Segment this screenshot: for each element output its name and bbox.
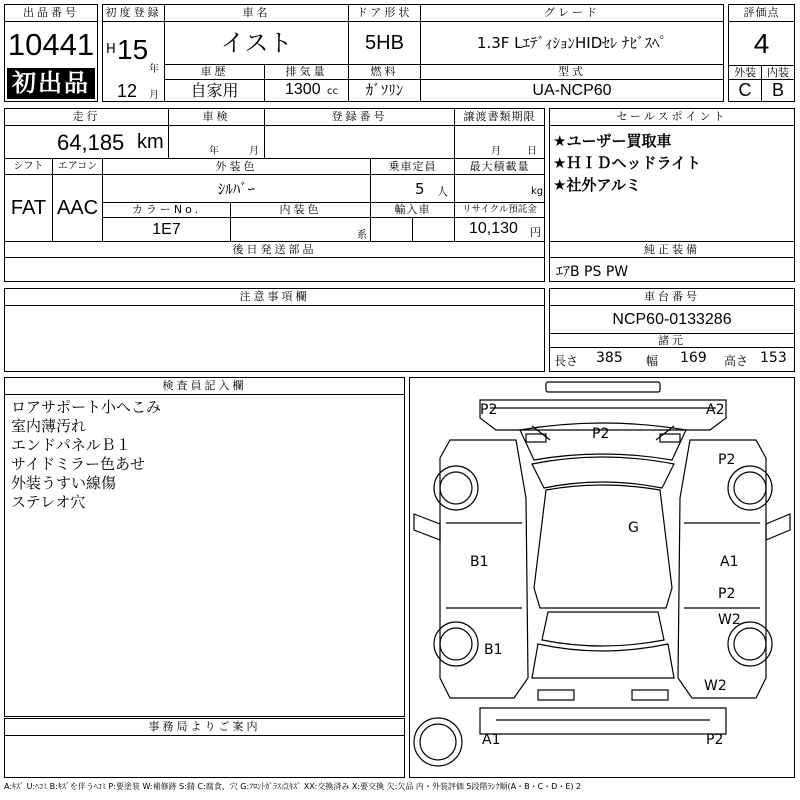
- shift: FAT: [5, 175, 53, 241]
- inspector-box: [4, 377, 405, 717]
- later-parts-area: [5, 258, 544, 281]
- notes-box: [4, 288, 545, 372]
- inspector-note: ステレオ穴: [11, 493, 86, 511]
- recycle-label: リサイクル預託金: [455, 203, 544, 218]
- car-outline-diagram: [410, 378, 794, 777]
- import-label: 輸入車: [371, 203, 455, 218]
- score-label: 評価点: [729, 5, 794, 22]
- aircon-label: エアコン: [53, 159, 103, 175]
- score: 4: [753, 28, 770, 59]
- first-listing-badge: 初出品: [7, 68, 95, 99]
- rear-window: [542, 612, 664, 646]
- height: 153: [760, 350, 787, 366]
- mark-right-rear-door: P2: [718, 586, 736, 602]
- model-label: 型式: [421, 65, 723, 80]
- recycle: 10,130: [469, 220, 518, 237]
- office-box: [4, 718, 405, 778]
- mark-front-left: P2: [480, 402, 498, 418]
- sales-points-box: [549, 108, 795, 282]
- max-load-label: 最大積載量: [455, 159, 544, 175]
- inspection-cell: [169, 126, 265, 159]
- wheel-front-left: [434, 466, 478, 510]
- import-cell-2: [413, 218, 455, 241]
- mark-hood: P2: [592, 426, 610, 442]
- fuel-label: 燃料: [349, 65, 421, 80]
- capacity-unit: 人: [437, 185, 448, 198]
- int-color-cell: [231, 218, 371, 241]
- width: 169: [680, 350, 707, 366]
- era-mark: H: [106, 42, 116, 57]
- inspector-note: サイドミラー色あせ: [11, 455, 145, 473]
- interior-grade: B: [771, 80, 784, 100]
- roof: [534, 485, 672, 608]
- car-name: イスト: [165, 22, 349, 65]
- score-box: [728, 4, 795, 102]
- mileage: 64,185: [57, 130, 125, 155]
- interior-label: 内装: [762, 65, 794, 80]
- sales-point-item: ★ユーザー買取車: [553, 132, 672, 150]
- mileage-unit: km: [137, 131, 164, 153]
- int-color-unit: 系: [357, 230, 367, 241]
- capacity: 5: [415, 180, 425, 198]
- inspector-label: 検査員記入欄: [5, 378, 404, 395]
- specs-row: [550, 348, 794, 371]
- mark-right-rear-quarter: W2: [704, 678, 727, 694]
- reg-no-cell: [265, 126, 455, 159]
- color-no-label: カラーNo.: [103, 203, 231, 218]
- transfer-doc-cell: [455, 126, 544, 159]
- height-label: 高さ: [724, 354, 749, 368]
- vehicle-header-table: [102, 4, 724, 102]
- mileage-cell: [5, 126, 169, 159]
- equipment: ｴｱB PS PW: [556, 264, 629, 280]
- ext-color-label: 外装色: [103, 159, 371, 175]
- width-label: 幅: [646, 354, 659, 368]
- displacement-label: 排気量: [265, 65, 349, 80]
- transfer-doc-label: 譲渡書類期限: [455, 109, 544, 126]
- damage-diagram: [409, 377, 795, 778]
- displacement: 1300: [285, 81, 321, 98]
- mark-roof: G: [628, 520, 639, 536]
- exterior-label: 外装: [729, 65, 762, 80]
- color-no: 1E7: [103, 218, 231, 241]
- max-load-cell: [455, 175, 544, 203]
- inspection-month-unit: 月: [249, 146, 259, 157]
- windshield: [532, 457, 674, 488]
- import-cell: [371, 218, 413, 241]
- sales-points-label: セールスポイント: [550, 109, 794, 126]
- year-unit: 年: [149, 64, 159, 75]
- mileage-label: 走行: [5, 109, 169, 126]
- top-bar: [546, 382, 660, 392]
- rear-hatch: [532, 644, 674, 678]
- aircon: AAC: [53, 175, 103, 241]
- spare-wheel: [414, 718, 462, 766]
- fuel: ｶﾞｿﾘﾝ: [349, 80, 421, 101]
- specs-label: 諸元: [550, 333, 794, 348]
- rear-lights: [538, 690, 574, 700]
- inspection-year-unit: 年: [209, 146, 219, 157]
- details-table: [4, 108, 545, 282]
- int-color-label: 内装色: [231, 203, 371, 218]
- inspection-label: 車検: [169, 109, 265, 126]
- shift-label: シフト: [5, 159, 53, 175]
- length: 385: [596, 350, 623, 366]
- history: 自家用: [165, 80, 265, 101]
- sales-point-item: ★ＨＩＤヘッドライト: [553, 154, 701, 172]
- month-unit: 月: [149, 90, 159, 101]
- ext-color: ｼﾙﾊﾞｰ: [103, 175, 371, 203]
- recycle-cell: [455, 218, 544, 241]
- listing-number-label: 出品番号: [5, 5, 97, 22]
- inspector-note: ロアサポート小へこみ: [11, 398, 162, 416]
- history-label: 車歴: [165, 65, 265, 80]
- office-label: 事務局よりご案内: [5, 719, 404, 736]
- mark-right-front-fender: P2: [718, 452, 736, 468]
- length-label: 長さ: [554, 354, 579, 368]
- mark-rear-left: A1: [482, 732, 501, 748]
- recycle-unit: 円: [530, 226, 541, 239]
- notes-label: 注意事項欄: [5, 289, 544, 306]
- mark-left-rear-quarter: B1: [484, 642, 503, 658]
- legend-text: A:ｷｽﾞ U:ﾍｺﾐ B:ｷｽﾞを伴うﾍｺﾐ P:要塗装 W:補修跡 S:錆 C:腐食、穴 G:ﾌﾛﾝﾄｶﾞﾗｽ点ｷｽﾞ XX:交換済み X:要交換 欠:欠品 内・外装評価 5段階ﾗﾝｸ順(A・B・C・D・E) 2: [4, 782, 582, 791]
- car-name-label: 車名: [165, 5, 349, 22]
- chassis-label: 車台番号: [550, 289, 794, 306]
- capacity-cell: [371, 175, 455, 203]
- door-type: 5HB: [349, 22, 421, 65]
- first-reg-year: 15: [117, 34, 149, 65]
- later-parts-label: 後日発送部品: [5, 241, 544, 258]
- inspector-note: エンドパネルＢ１: [11, 436, 131, 454]
- transfer-month-unit: 月: [491, 146, 501, 157]
- reg-no-label: 登録番号: [265, 109, 455, 126]
- max-load-unit: kg: [531, 186, 544, 197]
- mark-rear-right: P2: [706, 732, 724, 748]
- displacement-cell: [265, 80, 349, 101]
- exterior-grade: C: [729, 80, 762, 101]
- equipment-label: 純正装備: [550, 241, 794, 258]
- chassis-number: NCP60-0133286: [612, 311, 732, 328]
- mark-right-rear-door-lower: W2: [718, 612, 741, 628]
- displacement-unit: cc: [327, 86, 338, 97]
- inspector-note: 室内薄汚れ: [11, 417, 87, 435]
- first-reg-month: 12: [117, 81, 138, 101]
- mark-left-front-door: B1: [470, 554, 489, 570]
- grade-label: グレード: [421, 5, 723, 22]
- inspector-note: 外装うすい線傷: [11, 474, 117, 492]
- sales-point-item: ★社外アルミ: [553, 176, 641, 194]
- capacity-label: 乗車定員: [371, 159, 455, 175]
- mark-front-right: A2: [706, 402, 725, 418]
- first-reg-label: 初度登録: [103, 5, 165, 22]
- door-label: ドア形状: [349, 5, 421, 22]
- first-reg-cell: [103, 22, 165, 101]
- model: UA-NCP60: [532, 82, 612, 99]
- transfer-day-unit: 日: [527, 146, 537, 157]
- listing-number-box: [4, 4, 98, 102]
- chassis-box: [549, 288, 795, 372]
- listing-number: 10441: [7, 27, 95, 62]
- mark-right-front-door: A1: [720, 554, 739, 570]
- rear-bumper: [480, 708, 726, 734]
- grade: 1.3F LｴﾃﾞｨｼｮﾝHIDｾﾚ ﾅﾋﾞｽﾍﾟ: [421, 22, 723, 65]
